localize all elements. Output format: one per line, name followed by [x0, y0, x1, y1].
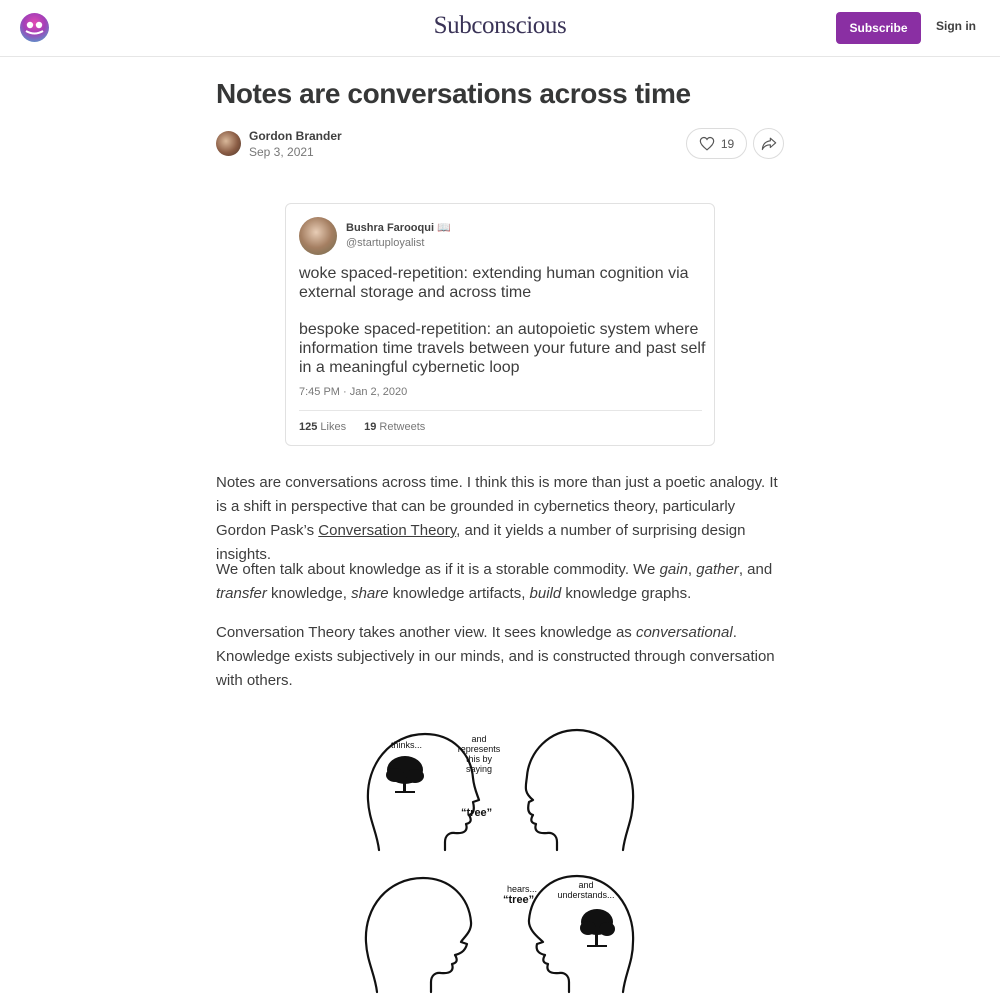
text-run: , — [687, 561, 697, 578]
top-navigation-bar — [0, 0, 1000, 57]
like-button[interactable] — [686, 128, 747, 159]
conversation-theory-illustration[interactable] — [355, 720, 645, 1000]
text-run: , and — [738, 561, 773, 578]
sign-in-link[interactable]: Sign in — [936, 19, 976, 33]
emphasis-text: conversational — [635, 624, 733, 641]
head-outline — [526, 730, 633, 850]
divider — [299, 410, 702, 411]
label-line: represents — [457, 744, 501, 754]
tree-icon — [386, 756, 424, 793]
tweet-time: 7:45 PM — [299, 386, 340, 398]
tweet-likes[interactable] — [299, 421, 346, 433]
emphasis-text: gain — [659, 561, 688, 578]
author-name[interactable]: Gordon Brander — [249, 129, 342, 143]
tweet-author-name[interactable]: Bushra Farooqui 📖 — [346, 222, 451, 234]
tweet-stats — [299, 421, 425, 433]
label-line: and — [578, 880, 594, 890]
tweet-author-avatar[interactable] — [299, 217, 337, 255]
tweet-date: Jan 2, 2020 — [349, 386, 408, 398]
heart-icon — [699, 136, 715, 151]
text-run: . Knowledge exists subjectively in our minds, and is constructed through conversation with others. — [216, 624, 775, 689]
author-avatar[interactable] — [216, 131, 241, 156]
tweet-text-paragraph: woke spaced-repetition: extending human cognition via external storage and across time — [299, 265, 689, 301]
label-line: and — [471, 734, 487, 744]
thinks-label: thinks... — [391, 740, 423, 750]
tweet-retweets-count: 19 — [364, 421, 377, 433]
subscribe-button[interactable]: Subscribe — [836, 12, 921, 44]
emphasis-text: share — [351, 585, 389, 602]
represents-label — [451, 734, 507, 774]
label-line: saying — [465, 764, 492, 774]
emphasis-text: transfer — [216, 585, 267, 602]
tweet-retweets-label: Retweets — [379, 421, 426, 433]
share-arrow-icon — [761, 136, 777, 151]
body-paragraph — [216, 471, 786, 567]
text-run: knowledge, — [266, 585, 352, 602]
label-line: this by — [465, 754, 492, 764]
tweet-author-handle[interactable]: @startuployalist — [346, 237, 425, 249]
separator-dot: · — [343, 386, 350, 398]
understands-label — [551, 880, 621, 900]
emphasis-text: build — [529, 585, 562, 602]
tree-icon — [580, 909, 615, 947]
post-title: Notes are conversations across time — [216, 78, 691, 109]
emphasis-text: gather — [696, 561, 739, 578]
tweet-likes-label: Likes — [320, 421, 347, 433]
hears-label: hears... — [507, 884, 538, 894]
conversation-theory-link[interactable]: Conversation Theory — [318, 522, 457, 539]
text-run: Conversation Theory takes another view. It sees knowledge as — [216, 624, 636, 641]
tweet-likes-count: 125 — [299, 421, 318, 433]
tree-quote-label: “tree” — [503, 894, 535, 906]
publication-name[interactable]: Subconscious — [433, 12, 567, 39]
like-count: 19 — [720, 136, 735, 151]
body-paragraph — [216, 558, 786, 606]
tweet-retweets[interactable] — [364, 421, 425, 433]
tweet-timestamp[interactable] — [299, 386, 407, 398]
text-run: knowledge graphs. — [561, 585, 692, 602]
text-run: knowledge artifacts, — [388, 585, 530, 602]
body-paragraph — [216, 621, 786, 693]
tweet-text-paragraph: bespoke spaced-repetition: an autopoietic system where information time travels between your future and past self in a meaningful cybernetic loop — [299, 321, 706, 376]
share-button[interactable] — [753, 128, 784, 159]
embedded-tweet[interactable] — [285, 203, 715, 446]
text-run: We often talk about knowledge as if it is a storable commodity. We — [216, 561, 660, 578]
head-outline — [366, 878, 471, 992]
post-date: Sep 3, 2021 — [249, 145, 314, 159]
tree-quote-label: “tree” — [461, 807, 493, 819]
text-run: Notes are conversations across time. I think this is more than just a poetic analogy. It is a shift in perspective that can be grounded in cybernetics theory, particularly Gordon Pask’s — [216, 474, 778, 539]
text-run: , and it yields a number of surprising design insights. — [216, 522, 746, 563]
label-line: understands... — [557, 890, 615, 900]
